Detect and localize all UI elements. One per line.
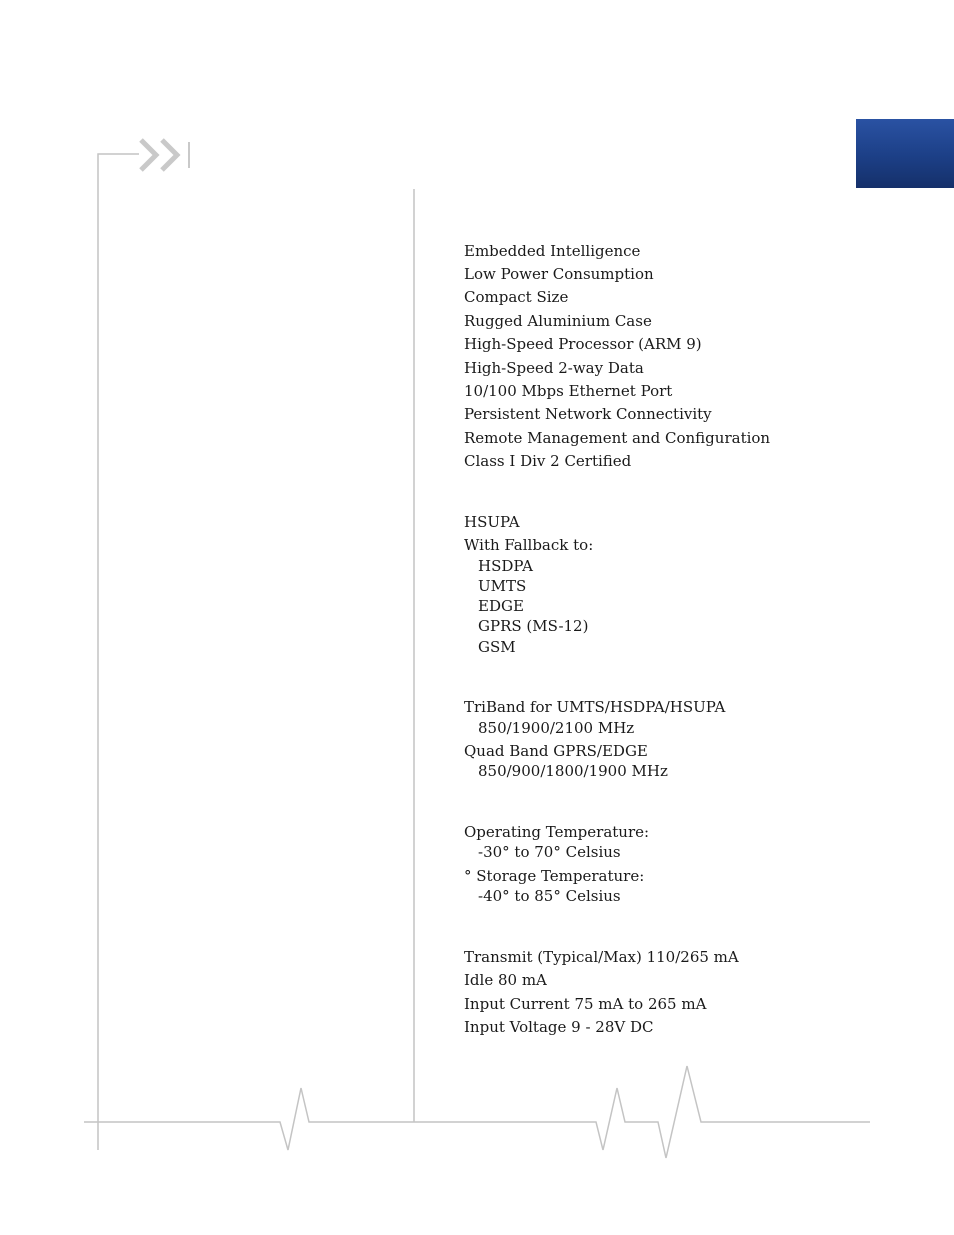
power-item: Transmit (Typical/Max) 110/265 mA <box>464 948 739 966</box>
quadband-frequencies: 850/900/1800/1900 MHz <box>478 762 668 780</box>
storage-temperature-label: ° Storage Temperature: <box>464 867 645 885</box>
feature-item: 10/100 Mbps Ethernet Port <box>464 382 673 400</box>
feature-item: High-Speed 2-way Data <box>464 359 644 377</box>
technology-fallback-label: With Fallback to: <box>464 536 594 554</box>
fallback-item: EDGE <box>478 597 524 615</box>
power-item: Idle 80 mA <box>464 971 547 989</box>
feature-item: Compact Size <box>464 288 569 306</box>
fallback-item: HSDPA <box>478 557 533 575</box>
feature-item: High-Speed Processor (ARM 9) <box>464 335 702 353</box>
fallback-item: UMTS <box>478 577 527 595</box>
feature-item: Rugged Aluminium Case <box>464 312 652 330</box>
power-item: Input Current 75 mA to 265 mA <box>464 995 707 1013</box>
fallback-item: GPRS (MS-12) <box>478 617 589 635</box>
feature-item: Class I Div 2 Certified <box>464 452 632 470</box>
power-item: Input Voltage 9 - 28V DC <box>464 1018 654 1036</box>
triband-frequencies: 850/1900/2100 MHz <box>478 719 635 737</box>
feature-item: Remote Management and Configuration <box>464 429 771 447</box>
technology-primary: HSUPA <box>464 513 520 531</box>
chapter-tab <box>856 119 954 188</box>
triband-label: TriBand for UMTS/HSDPA/HSUPA <box>464 698 726 716</box>
top-left-bracket <box>98 154 139 1150</box>
storage-temperature-range: -40° to 85° Celsius <box>478 887 621 905</box>
feature-item: Low Power Consumption <box>464 265 654 283</box>
double-chevron-icon <box>141 140 177 170</box>
quadband-label: Quad Band GPRS/EDGE <box>464 742 648 760</box>
feature-item: Embedded Intelligence <box>464 242 641 260</box>
fallback-item: GSM <box>478 638 516 656</box>
operating-temperature-label: Operating Temperature: <box>464 823 650 841</box>
operating-temperature-range: -30° to 70° Celsius <box>478 843 621 861</box>
feature-item: Persistent Network Connectivity <box>464 405 712 423</box>
signal-waveform-line <box>84 1066 870 1158</box>
